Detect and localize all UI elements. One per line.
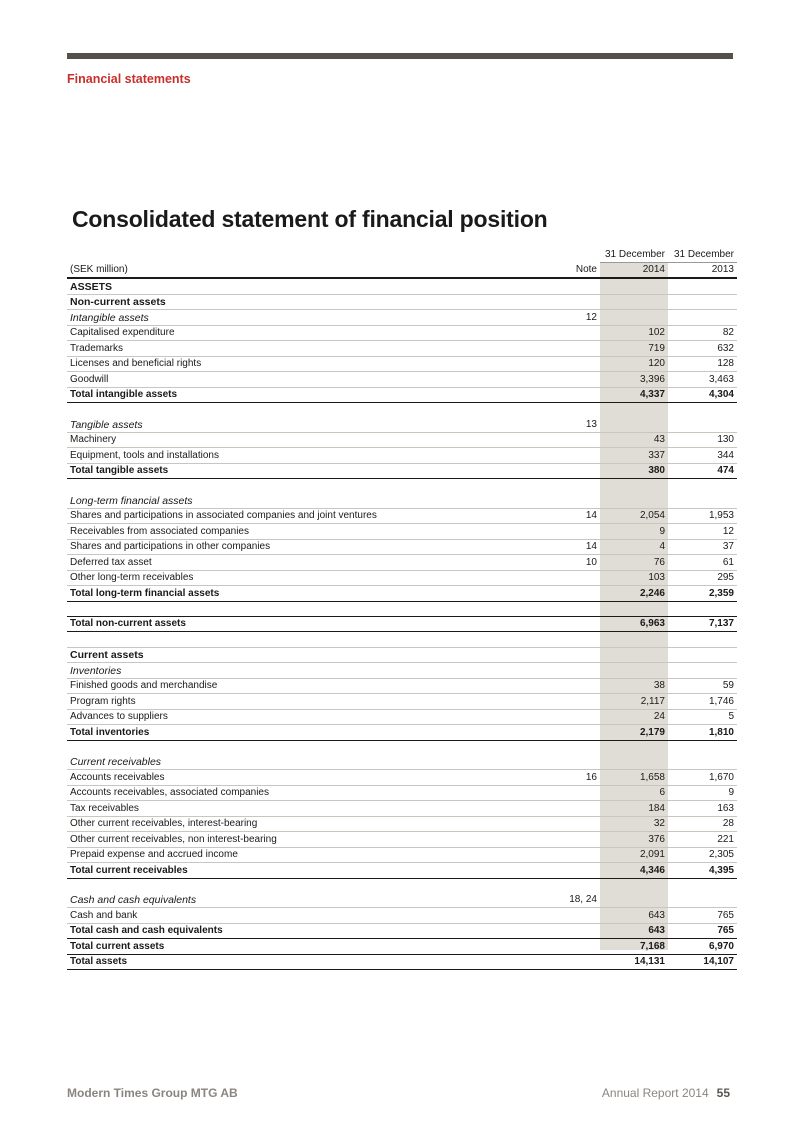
value-2013: 9 <box>668 785 737 801</box>
value-2014: 2,179 <box>600 725 668 741</box>
row-note: 10 <box>527 555 600 571</box>
value-2014: 2,117 <box>600 694 668 710</box>
row-note <box>527 832 600 848</box>
value-2014: 1,658 <box>600 770 668 786</box>
table-row <box>67 785 737 801</box>
row-note <box>527 663 600 679</box>
row-label: Shares and participations in other companies <box>67 539 527 555</box>
row-label: Total long-term financial assets <box>67 586 527 602</box>
row-label: Prepaid expense and accrued income <box>67 847 527 863</box>
unit-label: (SEK million) <box>67 263 527 279</box>
row-note <box>527 816 600 832</box>
row-label: ASSETS <box>67 278 527 294</box>
value-2013: 130 <box>668 432 737 448</box>
row-note <box>527 647 600 663</box>
table-row <box>67 325 737 341</box>
value-2014: 9 <box>600 524 668 540</box>
row-note <box>527 586 600 602</box>
value-2013: 28 <box>668 816 737 832</box>
row-note <box>527 847 600 863</box>
row-label: Inventories <box>67 663 527 679</box>
table-row <box>67 356 737 372</box>
value-2013: 1,810 <box>668 725 737 741</box>
value-2014 <box>600 417 668 432</box>
value-2014: 24 <box>600 709 668 725</box>
row-label: Other current receivables, non interest-bearing <box>67 832 527 848</box>
value-2014: 43 <box>600 432 668 448</box>
value-2013: 7,137 <box>668 616 737 632</box>
row-note: 14 <box>527 539 600 555</box>
value-2013: 61 <box>668 555 737 571</box>
value-2013: 632 <box>668 341 737 357</box>
value-2013: 1,746 <box>668 694 737 710</box>
table-row <box>67 341 737 357</box>
row-label: Total current receivables <box>67 863 527 879</box>
table-row <box>67 432 737 448</box>
value-2013 <box>668 647 737 663</box>
spacer-row <box>67 403 737 418</box>
value-2013: 59 <box>668 678 737 694</box>
value-2014 <box>600 647 668 663</box>
statement-table <box>67 248 737 970</box>
value-2013: 221 <box>668 832 737 848</box>
note-header: Note <box>527 263 600 279</box>
value-2014: 4,337 <box>600 387 668 403</box>
table-row <box>67 524 737 540</box>
row-note: 14 <box>527 508 600 524</box>
value-2014: 32 <box>600 816 668 832</box>
row-note <box>527 616 600 632</box>
group-heading-row <box>67 278 737 294</box>
value-2013 <box>668 493 737 508</box>
spacer-row <box>67 479 737 494</box>
value-2014: 6,963 <box>600 616 668 632</box>
value-2014: 38 <box>600 678 668 694</box>
row-label: Total current assets <box>67 939 527 955</box>
subheading-row <box>67 663 737 679</box>
row-label: Shares and participations in associated companies and joint ventures <box>67 508 527 524</box>
row-label: Total non-current assets <box>67 616 527 632</box>
subheading-row <box>67 893 737 908</box>
value-2014: 120 <box>600 356 668 372</box>
value-2014: 643 <box>600 923 668 939</box>
subheading-row <box>67 755 737 770</box>
row-label: Cash and bank <box>67 908 527 924</box>
value-2013: 1,670 <box>668 770 737 786</box>
table-row <box>67 448 737 464</box>
value-2014: 2,091 <box>600 847 668 863</box>
value-2013 <box>668 663 737 679</box>
table-row <box>67 555 737 571</box>
col-2013-year: 2013 <box>668 263 737 279</box>
value-2013: 12 <box>668 524 737 540</box>
row-label: Other long-term receivables <box>67 570 527 586</box>
row-label: Non-current assets <box>67 294 527 310</box>
row-note: 13 <box>527 417 600 432</box>
row-note <box>527 923 600 939</box>
value-2013: 295 <box>668 570 737 586</box>
row-label: Total intangible assets <box>67 387 527 403</box>
value-2014 <box>600 310 668 326</box>
row-label: Total assets <box>67 954 527 970</box>
value-2014: 2,246 <box>600 586 668 602</box>
value-2014: 376 <box>600 832 668 848</box>
value-2013: 5 <box>668 709 737 725</box>
row-note <box>527 278 600 294</box>
row-label: Deferred tax asset <box>67 555 527 571</box>
value-2014: 14,131 <box>600 954 668 970</box>
row-note <box>527 372 600 388</box>
row-label: Program rights <box>67 694 527 710</box>
total-row <box>67 954 737 970</box>
group-heading-row <box>67 294 737 310</box>
value-2014 <box>600 278 668 294</box>
row-label: Equipment, tools and installations <box>67 448 527 464</box>
table-row <box>67 570 737 586</box>
total-row <box>67 616 737 632</box>
value-2014: 4 <box>600 539 668 555</box>
value-2014 <box>600 893 668 908</box>
row-note <box>527 863 600 879</box>
value-2014 <box>600 663 668 679</box>
value-2013 <box>668 417 737 432</box>
row-label: Advances to suppliers <box>67 709 527 725</box>
total-row <box>67 387 737 403</box>
row-note <box>527 709 600 725</box>
value-2014: 6 <box>600 785 668 801</box>
value-2014: 184 <box>600 801 668 817</box>
value-2013 <box>668 310 737 326</box>
row-note <box>527 908 600 924</box>
row-note <box>527 939 600 955</box>
table-row <box>67 678 737 694</box>
row-note <box>527 448 600 464</box>
value-2014: 3,396 <box>600 372 668 388</box>
row-note: 12 <box>527 310 600 326</box>
value-2013: 474 <box>668 463 737 479</box>
page-title: Consolidated statement of financial position <box>72 206 548 232</box>
value-2013: 128 <box>668 356 737 372</box>
value-2014: 4,346 <box>600 863 668 879</box>
footer-right <box>602 1086 730 1100</box>
footer-company: Modern Times Group MTG AB <box>67 1086 238 1100</box>
section-label: Financial statements <box>67 72 191 86</box>
value-2014: 7,168 <box>600 939 668 955</box>
value-2014: 2,054 <box>600 508 668 524</box>
row-label: Machinery <box>67 432 527 448</box>
table-body <box>67 278 737 970</box>
row-label: Finished goods and merchandise <box>67 678 527 694</box>
value-2013: 82 <box>668 325 737 341</box>
value-2013: 6,970 <box>668 939 737 955</box>
value-2014: 380 <box>600 463 668 479</box>
value-2013: 765 <box>668 908 737 924</box>
table-row <box>67 847 737 863</box>
group-heading-row <box>67 647 737 663</box>
row-label: Other current receivables, interest-bearing <box>67 816 527 832</box>
value-2014: 102 <box>600 325 668 341</box>
table-row <box>67 801 737 817</box>
value-2013: 2,305 <box>668 847 737 863</box>
row-label: Current assets <box>67 647 527 663</box>
table-row <box>67 816 737 832</box>
value-2013: 1,953 <box>668 508 737 524</box>
value-2013: 37 <box>668 539 737 555</box>
total-row <box>67 923 737 939</box>
row-note <box>527 325 600 341</box>
row-note <box>527 524 600 540</box>
col-2014-top: 31 December <box>600 248 668 263</box>
subheading-row <box>67 493 737 508</box>
row-label: Current receivables <box>67 755 527 770</box>
row-note <box>527 801 600 817</box>
table-row <box>67 770 737 786</box>
table-row <box>67 908 737 924</box>
row-label: Total tangible assets <box>67 463 527 479</box>
value-2014 <box>600 493 668 508</box>
footer-report: Annual Report 2014 <box>601 1086 709 1100</box>
row-note <box>527 725 600 741</box>
row-label: Licenses and beneficial rights <box>67 356 527 372</box>
value-2014: 719 <box>600 341 668 357</box>
total-row <box>67 939 737 955</box>
value-2013 <box>668 755 737 770</box>
row-note <box>527 294 600 310</box>
row-label: Trademarks <box>67 341 527 357</box>
subheading-row <box>67 310 737 326</box>
table-row <box>67 832 737 848</box>
spacer-row <box>67 740 737 755</box>
value-2014: 76 <box>600 555 668 571</box>
row-label: Receivables from associated companies <box>67 524 527 540</box>
table-row <box>67 709 737 725</box>
header-row-bottom <box>67 263 737 279</box>
spacer-row <box>67 878 737 893</box>
subheading-row <box>67 417 737 432</box>
header-row-top <box>67 248 737 263</box>
row-label: Capitalised expenditure <box>67 325 527 341</box>
row-note <box>527 432 600 448</box>
row-label: Accounts receivables <box>67 770 527 786</box>
value-2013 <box>668 294 737 310</box>
value-2014 <box>600 294 668 310</box>
row-label: Total cash and cash equivalents <box>67 923 527 939</box>
row-note: 18, 24 <box>527 893 600 908</box>
row-note <box>527 341 600 357</box>
value-2014 <box>600 755 668 770</box>
table-row <box>67 694 737 710</box>
row-note <box>527 356 600 372</box>
page-number: 55 <box>716 1086 730 1100</box>
value-2013: 163 <box>668 801 737 817</box>
row-note <box>527 387 600 403</box>
col-2013-top: 31 December <box>668 248 737 263</box>
value-2013: 2,359 <box>668 586 737 602</box>
row-label: Goodwill <box>67 372 527 388</box>
value-2013: 765 <box>668 923 737 939</box>
table-row <box>67 508 737 524</box>
value-2014: 337 <box>600 448 668 464</box>
row-note <box>527 694 600 710</box>
table-row <box>67 539 737 555</box>
row-note <box>527 493 600 508</box>
value-2013: 14,107 <box>668 954 737 970</box>
value-2013: 4,395 <box>668 863 737 879</box>
header-rule <box>67 53 733 59</box>
value-2014: 103 <box>600 570 668 586</box>
total-row <box>67 463 737 479</box>
col-2014-year: 2014 <box>600 263 668 279</box>
row-note <box>527 785 600 801</box>
table-row <box>67 372 737 388</box>
row-label: Long-term financial assets <box>67 493 527 508</box>
row-note <box>527 755 600 770</box>
spacer-row <box>67 632 737 648</box>
row-label: Tax receivables <box>67 801 527 817</box>
row-label: Cash and cash equivalents <box>67 893 527 908</box>
value-2013: 344 <box>668 448 737 464</box>
row-label: Tangible assets <box>67 417 527 432</box>
row-label: Intangible assets <box>67 310 527 326</box>
row-note <box>527 678 600 694</box>
total-row <box>67 863 737 879</box>
row-note <box>527 570 600 586</box>
value-2013 <box>668 893 737 908</box>
value-2013 <box>668 278 737 294</box>
total-row <box>67 725 737 741</box>
value-2014: 643 <box>600 908 668 924</box>
row-note <box>527 463 600 479</box>
row-label: Total inventories <box>67 725 527 741</box>
row-note: 16 <box>527 770 600 786</box>
row-label: Accounts receivables, associated companies <box>67 785 527 801</box>
spacer-row <box>67 601 737 616</box>
value-2013: 3,463 <box>668 372 737 388</box>
total-row <box>67 586 737 602</box>
value-2013: 4,304 <box>668 387 737 403</box>
row-note <box>527 954 600 970</box>
financial-position-table <box>67 248 737 970</box>
